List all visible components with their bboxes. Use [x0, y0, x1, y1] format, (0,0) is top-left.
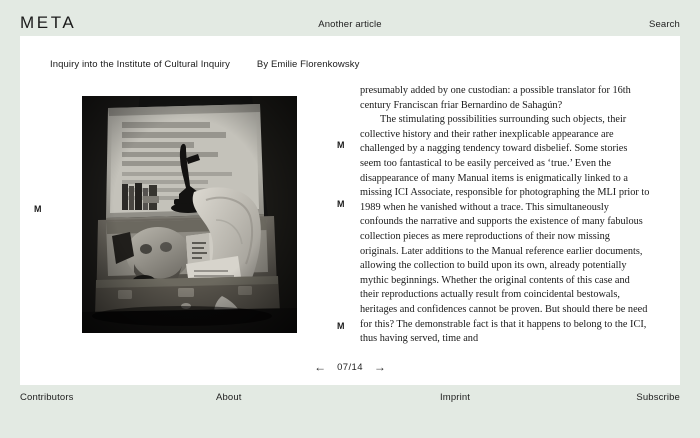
- site-logo[interactable]: META: [20, 13, 77, 32]
- site-footer: [20, 388, 680, 412]
- text-margin-marker: M: [337, 199, 345, 209]
- text-margin-marker: M: [337, 140, 345, 150]
- article-title: Inquiry into the Institute of Cultural Inquiry: [50, 59, 230, 70]
- footer-link-imprint[interactable]: Imprint: [440, 392, 471, 403]
- article-body: [360, 84, 650, 347]
- page-counter: 07/14: [337, 361, 363, 373]
- header-another-article-link[interactable]: Another article: [318, 19, 382, 30]
- site-header: [0, 0, 700, 36]
- pagination: [20, 361, 680, 373]
- article-byline: By Emilie Florenkowsky: [256, 59, 360, 70]
- footer-link-subscribe[interactable]: Subscribe: [636, 392, 680, 403]
- article-panel: [20, 36, 680, 385]
- footer-link-contributors[interactable]: Contributors: [20, 392, 74, 403]
- text-margin-marker: M: [337, 321, 345, 331]
- previous-page-arrow-icon[interactable]: ←: [314, 360, 327, 374]
- header-search-link[interactable]: Search: [648, 19, 680, 30]
- figure-margin-marker: M: [34, 204, 42, 214]
- article-paragraph: The stimulating possibilities surrounding such objects, their collective history and their rather inexplicable appearance are challenged by a nagging tendency toward disbelief. Some stories seem too fantastical to be easily perceived as ‘true.’ Even the disappearance of many Manual items is enigmatically linked to a missing ICI Associate, responsible for photographing the MLI prior to 1989 when he vanished without a trace. This simultaneously confounds the narrative and supports the existence of many fabulous collection pieces as mere reproductions of their now missing originals. Later additions to the Manual reference earlier documents, allowing the collection to build upon its own, already potentially mythic beginnings. Whether the original contents of this case and their reproductions actually result from coincidental bestowals, heritages and confidences cannot be proven. But should there be need for this? The demonstrable fact is that it happens to belong to the ICI, thus having served, time and: [360, 114, 650, 345]
- footer-link-about[interactable]: About: [216, 392, 242, 403]
- text-margin-markers: [20, 36, 360, 336]
- article-paragraph: presumably added by one custodian: a possible translator for 16th century Franciscan friar Bernardino de Sahagún?: [360, 85, 631, 111]
- next-page-arrow-icon[interactable]: →: [373, 360, 386, 374]
